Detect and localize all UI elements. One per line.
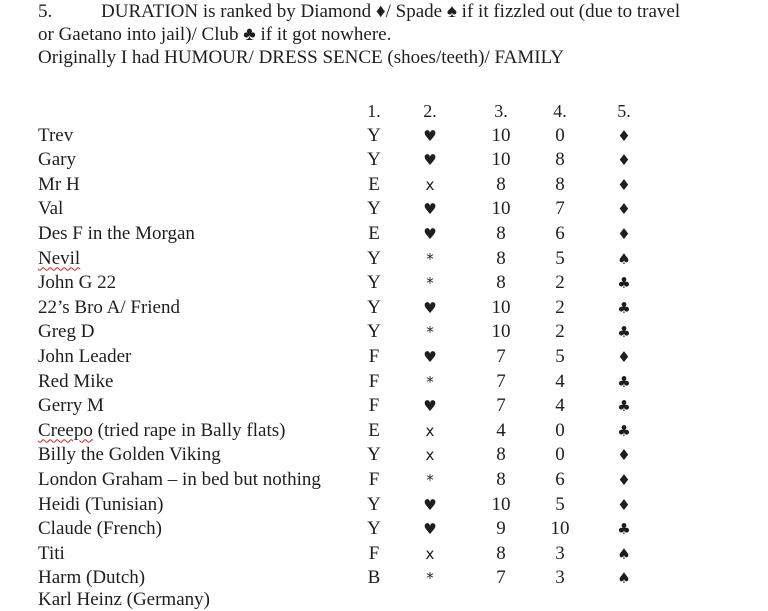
cell-3: 7 bbox=[496, 370, 506, 392]
cell-2: x bbox=[425, 421, 435, 440]
cell-5: ♣ bbox=[617, 397, 631, 416]
cell-1: Y bbox=[367, 493, 381, 515]
intro-line-1-text: DURATION is ranked by Diamond ♦/ Spade ♠ if it fizzled out (due to travel bbox=[101, 1, 681, 22]
cell-5: ♦ bbox=[617, 151, 631, 170]
row-name: Harm (Dutch) bbox=[38, 567, 146, 589]
cell-5: ♠ bbox=[617, 569, 631, 588]
intro-line-3: Originally I had HUMOUR/ DRESS SENCE (shoes/teeth)/ FAMILY bbox=[38, 47, 565, 68]
row-name: Greg D bbox=[38, 321, 95, 343]
row-name: Creepo (tried rape in Bally flats) bbox=[38, 419, 286, 441]
cell-1: E bbox=[368, 173, 380, 195]
cell-4: 8 bbox=[555, 173, 565, 195]
cell-5: ♣ bbox=[617, 372, 631, 391]
section-number: 5. bbox=[38, 1, 53, 22]
cell-1: Y bbox=[367, 296, 381, 318]
cell-5: ♦ bbox=[617, 446, 631, 465]
cell-1: Y bbox=[367, 321, 381, 343]
cell-3: 8 bbox=[496, 542, 506, 564]
cell-1: Y bbox=[367, 247, 381, 269]
cell-3: 7 bbox=[496, 395, 506, 417]
table-row bbox=[0, 173, 768, 198]
cell-2: x bbox=[425, 446, 435, 465]
cell-2: ♥ bbox=[423, 520, 437, 539]
table-row bbox=[0, 124, 768, 149]
cell-2: ♥ bbox=[423, 200, 437, 219]
table-row bbox=[0, 394, 768, 419]
cell-1: F bbox=[368, 345, 380, 367]
table-row bbox=[0, 443, 768, 468]
cell-4: 4 bbox=[555, 370, 565, 392]
row-name: Des F in the Morgan bbox=[38, 222, 195, 244]
cell-1: Y bbox=[367, 149, 381, 171]
table-row bbox=[0, 148, 768, 173]
row-name: Val bbox=[38, 198, 64, 220]
cell-2: * bbox=[426, 249, 434, 268]
cell-5: ♣ bbox=[617, 520, 631, 539]
table-row bbox=[0, 247, 768, 272]
row-name: Heidi (Tunisian) bbox=[38, 493, 164, 515]
cell-5: ♣ bbox=[617, 421, 631, 440]
cell-3: 10 bbox=[491, 198, 511, 220]
row-name: Gary bbox=[38, 149, 76, 171]
cell-2: ♥ bbox=[423, 397, 437, 416]
cell-5: ♦ bbox=[617, 224, 631, 243]
cell-2: * bbox=[426, 470, 434, 489]
cell-2: ♥ bbox=[423, 347, 437, 366]
cell-3: 10 bbox=[491, 124, 511, 146]
cell-4: 0 bbox=[555, 124, 565, 146]
intro-line-1 bbox=[38, 0, 758, 23]
cell-2: * bbox=[426, 569, 434, 588]
cell-5: ♦ bbox=[617, 347, 631, 366]
table-row bbox=[0, 419, 768, 444]
cell-2: * bbox=[426, 274, 434, 293]
cell-2: x bbox=[425, 175, 435, 194]
table-row bbox=[0, 517, 768, 542]
row-name bbox=[38, 247, 80, 272]
spellcheck-word: Nevil bbox=[38, 247, 81, 269]
cell-4: 3 bbox=[555, 567, 565, 589]
row-name: Trev bbox=[38, 124, 74, 146]
cell-5: ♦ bbox=[617, 470, 631, 489]
table-row bbox=[0, 222, 768, 247]
cell-3: 8 bbox=[496, 247, 506, 269]
cell-3: 9 bbox=[496, 518, 506, 540]
cell-4: 5 bbox=[555, 493, 565, 515]
cell-1: Y bbox=[367, 198, 381, 220]
cell-2: ♥ bbox=[423, 151, 437, 170]
row-name: Claude (French) bbox=[38, 518, 162, 540]
cell-1: E bbox=[368, 222, 380, 244]
cell-3: 10 bbox=[491, 149, 511, 171]
cell-2: * bbox=[426, 323, 434, 342]
cell-3: 8 bbox=[496, 272, 506, 294]
spellcheck-word: Creepo bbox=[38, 419, 93, 441]
cell-2: ♥ bbox=[423, 495, 437, 514]
cell-3: 10 bbox=[491, 321, 511, 343]
cell-2: ♥ bbox=[423, 126, 437, 145]
cell-4: 0 bbox=[555, 444, 565, 466]
table-row bbox=[0, 566, 768, 591]
table-row bbox=[0, 271, 768, 296]
cell-4: 2 bbox=[555, 272, 565, 294]
cell-2: x bbox=[425, 544, 435, 563]
row-name: Gerry M bbox=[38, 395, 104, 417]
table-row bbox=[0, 542, 768, 567]
table-header bbox=[0, 99, 768, 124]
table-row bbox=[0, 370, 768, 395]
cell-5: ♠ bbox=[617, 544, 631, 563]
cell-1: B bbox=[367, 567, 381, 589]
cell-1: F bbox=[368, 468, 380, 490]
cell-4: 6 bbox=[555, 222, 565, 244]
row-name: Mr H bbox=[38, 173, 80, 195]
column-header-5: 5. bbox=[617, 101, 631, 121]
cell-5: ♦ bbox=[617, 200, 631, 219]
cell-1: F bbox=[368, 542, 380, 564]
cell-1: Y bbox=[367, 124, 381, 146]
cell-4: 5 bbox=[555, 345, 565, 367]
intro-line-2: or Gaetano into jail)/ Club ♣ if it got nowhere. bbox=[38, 24, 392, 45]
cut-off-row: Karl Heinz (Germany) bbox=[38, 589, 210, 610]
cell-3: 7 bbox=[496, 345, 506, 367]
cell-4: 7 bbox=[555, 198, 565, 220]
intro-text bbox=[38, 0, 758, 69]
column-header-1: 1. bbox=[367, 101, 381, 121]
cell-1: Y bbox=[367, 444, 381, 466]
cell-5: ♣ bbox=[617, 274, 631, 293]
cell-2: * bbox=[426, 372, 434, 391]
cell-1: E bbox=[368, 419, 380, 441]
table-row bbox=[0, 345, 768, 370]
cell-2: ♥ bbox=[423, 298, 437, 317]
cell-4: 3 bbox=[555, 542, 565, 564]
row-name: Red Mike bbox=[38, 370, 114, 392]
cell-4: 2 bbox=[555, 296, 565, 318]
cell-5: ♠ bbox=[617, 249, 631, 268]
cell-4: 5 bbox=[555, 247, 565, 269]
cell-1: Y bbox=[367, 272, 381, 294]
table-row bbox=[0, 320, 768, 345]
cell-4: 0 bbox=[555, 419, 565, 441]
cell-3: 8 bbox=[496, 222, 506, 244]
row-name: Billy the Golden Viking bbox=[38, 444, 221, 466]
cell-3: 10 bbox=[491, 493, 511, 515]
table-row bbox=[0, 468, 768, 493]
cell-1: Y bbox=[367, 518, 381, 540]
row-name: Titi bbox=[38, 542, 65, 564]
column-header-4: 4. bbox=[553, 101, 567, 121]
cell-4: 2 bbox=[555, 321, 565, 343]
cell-4: 6 bbox=[555, 468, 565, 490]
cell-5: ♦ bbox=[617, 175, 631, 194]
cell-4: 4 bbox=[555, 395, 565, 417]
table-row bbox=[0, 296, 768, 321]
cell-3: 4 bbox=[496, 419, 506, 441]
ranking-table bbox=[0, 99, 768, 591]
cell-5: ♣ bbox=[617, 298, 631, 317]
cell-5: ♦ bbox=[617, 495, 631, 514]
table-row bbox=[0, 197, 768, 222]
cell-3: 8 bbox=[496, 444, 506, 466]
cell-1: F bbox=[368, 395, 380, 417]
cell-3: 8 bbox=[496, 173, 506, 195]
cell-3: 7 bbox=[496, 567, 506, 589]
column-header-2: 2. bbox=[423, 101, 437, 121]
cell-2: ♥ bbox=[423, 224, 437, 243]
row-name: London Graham – in bed but nothing bbox=[38, 468, 321, 490]
row-name: 22’s Bro A/ Friend bbox=[38, 296, 180, 318]
cell-5: ♣ bbox=[617, 323, 631, 342]
row-name: John G 22 bbox=[38, 272, 117, 294]
cell-3: 8 bbox=[496, 468, 506, 490]
cell-4: 10 bbox=[550, 518, 570, 540]
cell-4: 8 bbox=[555, 149, 565, 171]
cell-1: F bbox=[368, 370, 380, 392]
cell-5: ♦ bbox=[617, 126, 631, 145]
cell-3: 10 bbox=[491, 296, 511, 318]
table-row bbox=[0, 493, 768, 518]
row-name: John Leader bbox=[38, 345, 132, 367]
column-header-3: 3. bbox=[494, 101, 508, 121]
